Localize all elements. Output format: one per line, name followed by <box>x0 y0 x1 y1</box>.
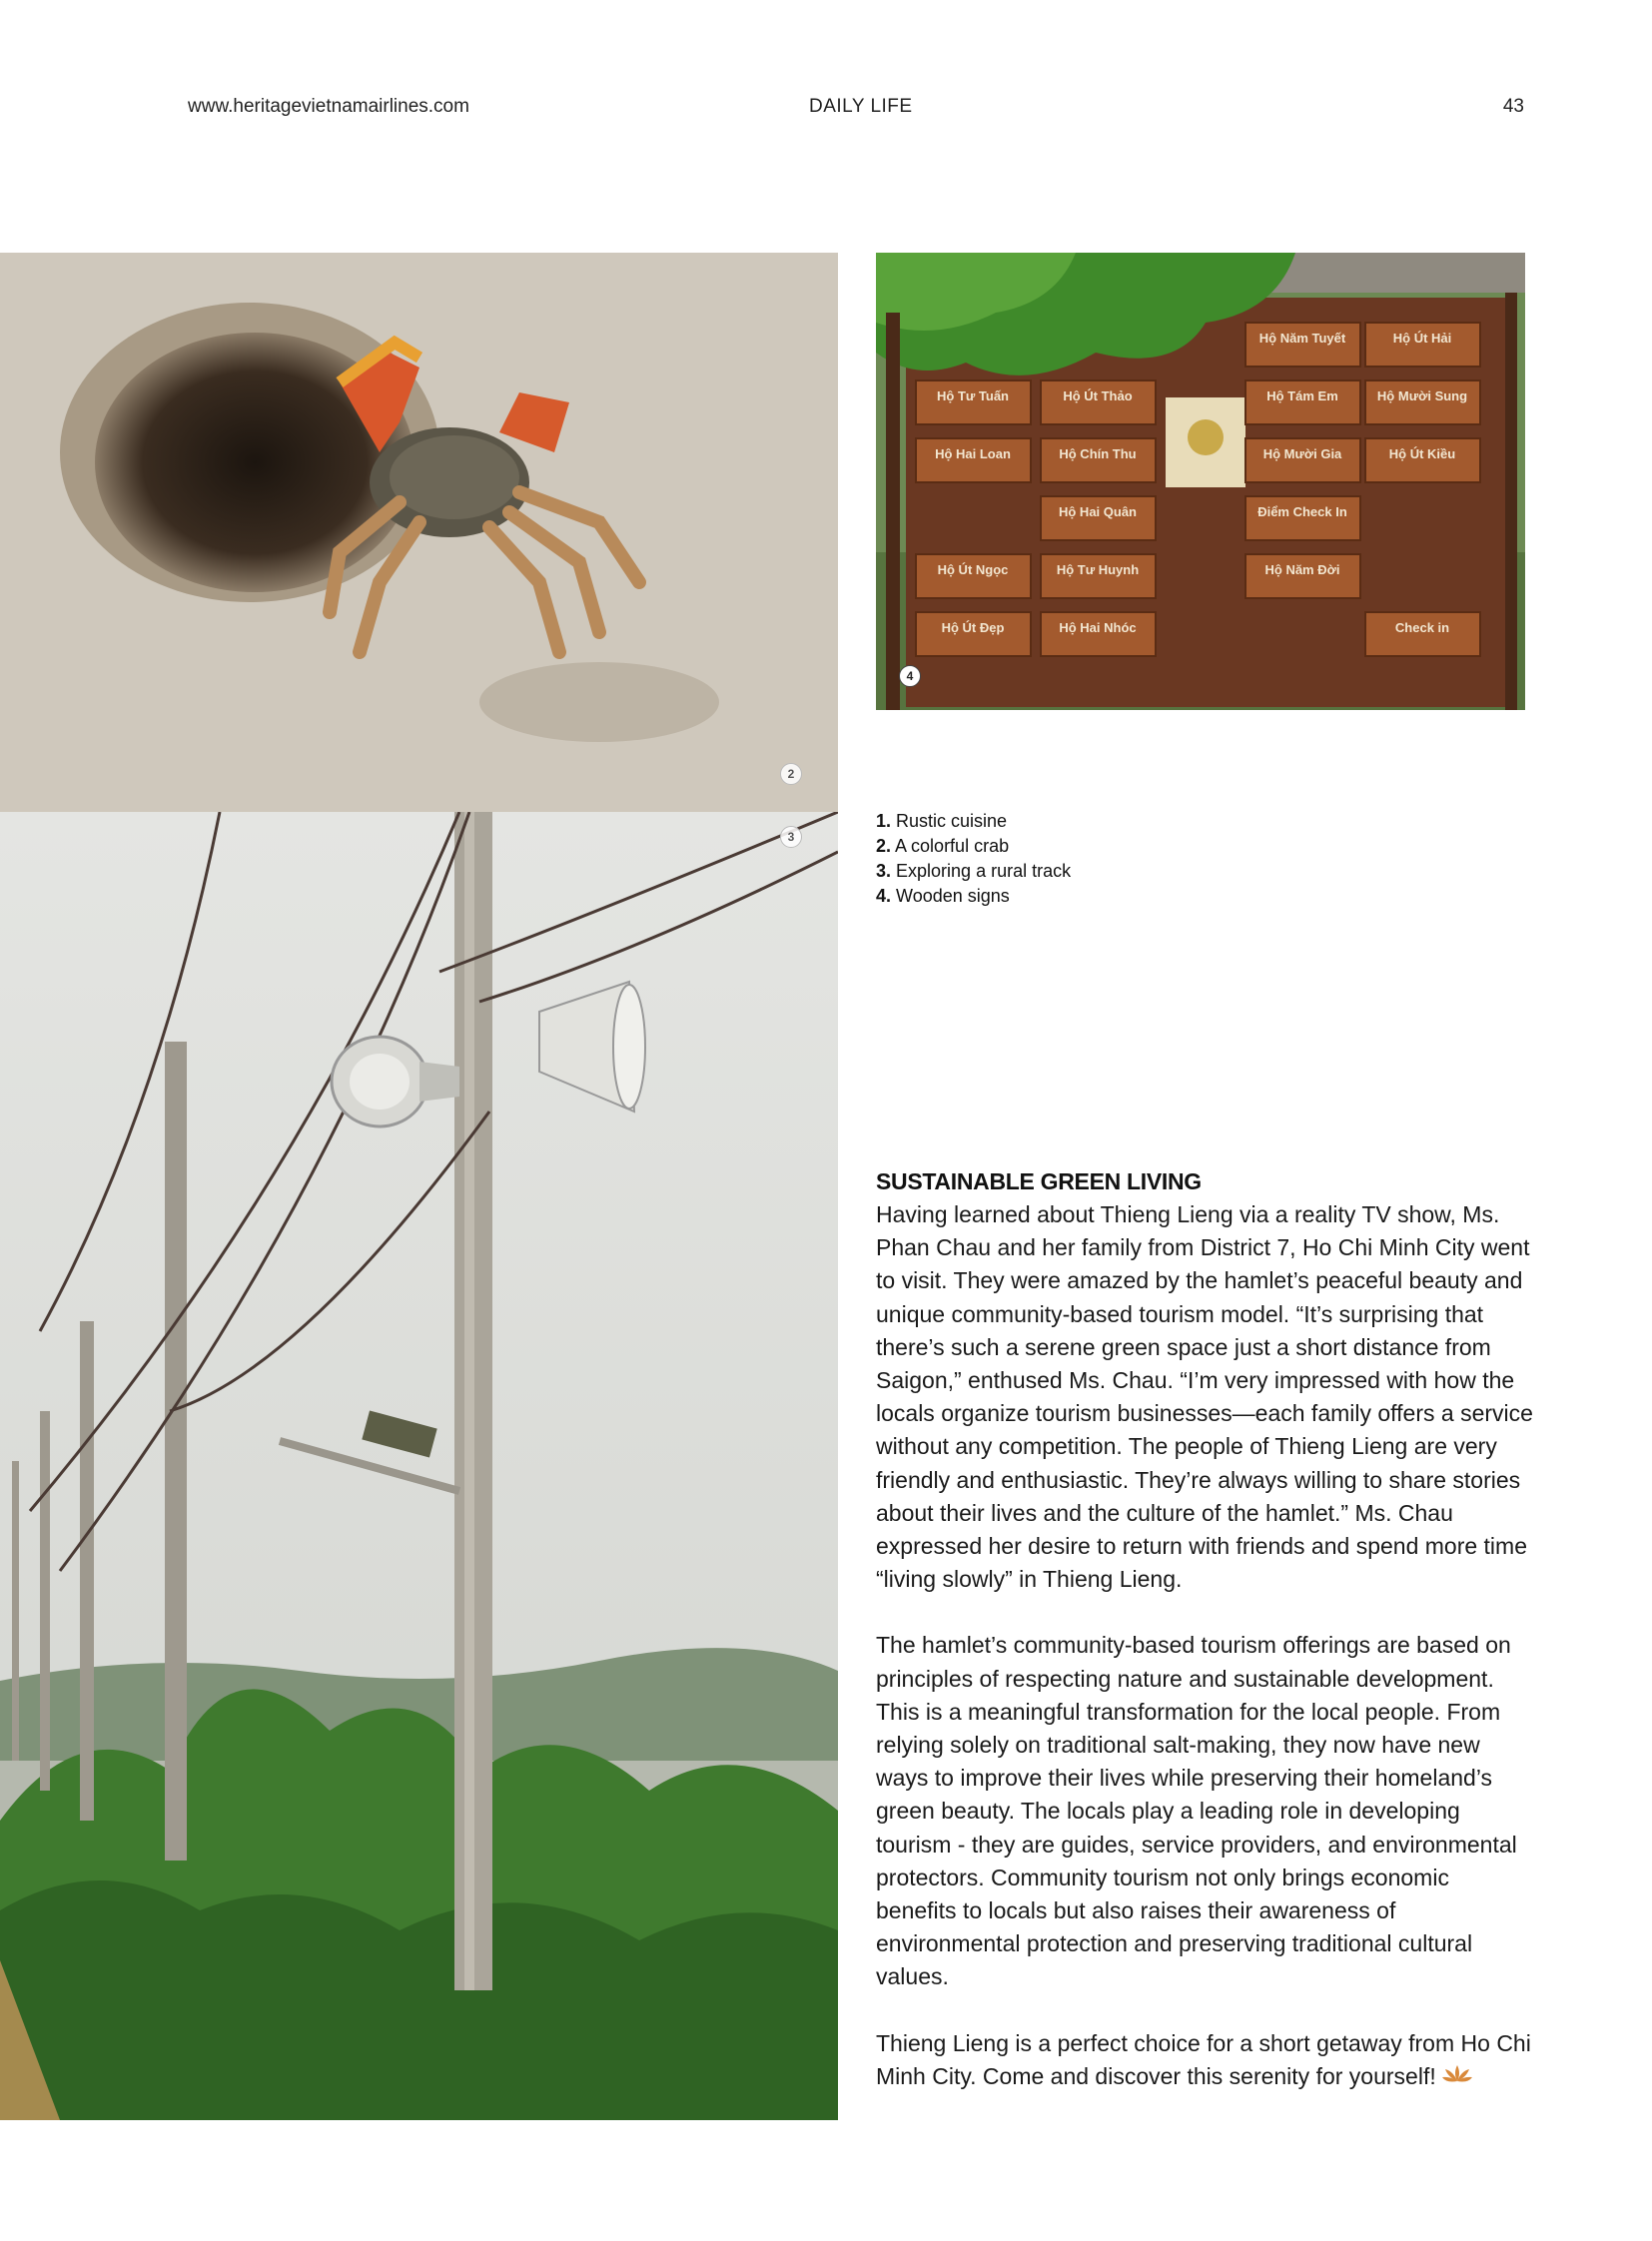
caption-number: 1. <box>876 811 892 831</box>
sign-text: Hộ Út Hải <box>1392 331 1452 346</box>
sign-text: Điểm Check In <box>1257 504 1347 519</box>
sign-text: Hộ Năm Đời <box>1264 562 1340 577</box>
caption-item <box>876 884 1071 909</box>
caption-item <box>876 834 1071 859</box>
caption-item <box>876 809 1071 834</box>
section-label: DAILY LIFE <box>809 96 913 117</box>
sign-text: Hộ Hai Loan <box>935 446 1011 461</box>
article-paragraph <box>876 2027 1535 2095</box>
caption-text: Exploring a rural track <box>896 861 1072 881</box>
sign-text: Hộ Mười Sung <box>1376 388 1468 403</box>
sign-text: Check in <box>1394 620 1450 635</box>
article-paragraph: The hamlet’s community-based tourism offerings are based on principles of respecting nature and sustainable development. This is a meaningful transformation for the local people. From relying solely on traditional salt-making, they now have new ways to improve their lives while preserving their homeland’s green beauty. The locals play a leading role in developing tourism - they are guides, service providers, and environmental protectors. Community tourism not only brings economic benefits to locals but also raises their awareness of environmental protection and preserving traditional cultural values. <box>876 1632 1517 1990</box>
sign-text: Hộ Năm Tuyết <box>1258 331 1346 346</box>
sign-text: Hộ Tám Em <box>1266 388 1338 403</box>
caption-number: 3. <box>876 861 892 881</box>
sign-text: Hộ Tư Huynh <box>1056 562 1140 577</box>
caption-number: 4. <box>876 886 892 906</box>
sign-text: Hộ Út Kiều <box>1388 446 1456 461</box>
crab-photo <box>0 253 838 812</box>
article-closing-text: Thieng Lieng is a perfect choice for a short getaway from Ho Chi Minh City. Come and discover this serenity for yourself! <box>876 2029 1531 2089</box>
sign-text: Hộ Hai Nhóc <box>1059 620 1137 635</box>
article-heading: SUSTAINABLE GREEN LIVING <box>876 1168 1202 1194</box>
sign-text: Hộ Hai Quân <box>1058 504 1138 519</box>
caption-text: Rustic cuisine <box>896 811 1008 831</box>
power-poles-photo <box>0 812 838 2120</box>
photo-number-badge: 4 <box>899 665 921 687</box>
lotus-icon <box>1442 2061 1472 2094</box>
sign-text: Hộ Tư Tuấn <box>937 388 1009 403</box>
wooden-signs-photo <box>876 253 1525 710</box>
sign-text: Hộ Út Đẹp <box>941 620 1005 635</box>
photo-captions <box>876 809 1071 909</box>
sign-text: Hộ Mười Gia <box>1262 446 1342 461</box>
sign-text: Hộ Út Ngọc <box>937 562 1009 577</box>
photo-number-badge: 2 <box>780 763 802 785</box>
website-url: www.heritagevietnamairlines.com <box>188 96 469 117</box>
caption-text: A colorful crab <box>895 836 1010 856</box>
sign-text: Hộ Út Thảo <box>1063 388 1133 403</box>
sign-text: Hộ Chín Thu <box>1059 446 1137 461</box>
article-body <box>876 1165 1535 2127</box>
article-paragraph: Having learned about Thieng Lieng via a reality TV show, Ms. Phan Chau and her family from District 7, Ho Chi Minh City went to visit. They were amazed by the hamlet’s peaceful beauty and unique community-based tourism model. “It’s surprising that there’s such a serene green space just a short distance from Saigon,” enthused Ms. Chau. “I’m very impressed with how the locals organize tourism businesses—each family offers a service without any competition. The people of Thieng Lieng are very friendly and enthusiastic. They’re always willing to share stories about their lives and the culture of the hamlet.” Ms. Chau expressed her desire to return with friends and spend more time “living slowly” in Thieng Lieng. <box>876 1201 1533 1593</box>
page-number: 43 <box>1502 96 1524 117</box>
caption-item <box>876 859 1071 884</box>
caption-text: Wooden signs <box>896 886 1010 906</box>
caption-number: 2. <box>876 836 892 856</box>
photo-number-badge: 3 <box>780 826 802 848</box>
